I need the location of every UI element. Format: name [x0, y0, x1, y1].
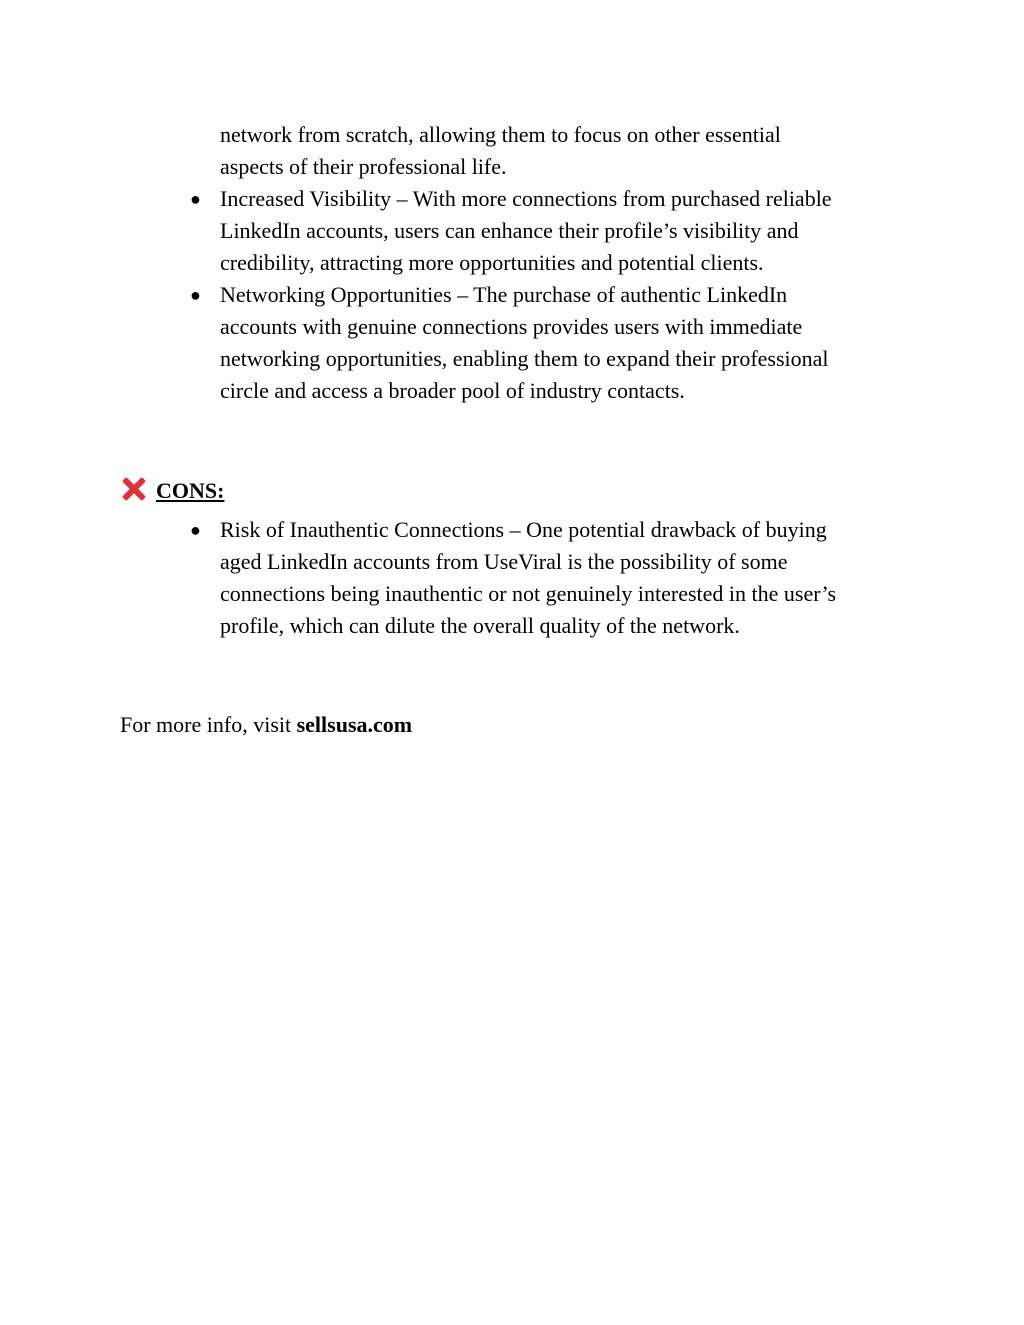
text-line: LinkedIn accounts, users can enhance their profile’s visibility and: [220, 218, 799, 243]
text-line: aspects of their professional life.: [220, 154, 507, 179]
bullet-icon: ●: [190, 520, 201, 540]
footer-prefix: For more info, visit: [120, 712, 297, 737]
bullet-icon: ●: [190, 285, 201, 305]
text-line: credibility, attracting more opportunities and potential clients.: [220, 250, 764, 275]
list-item-text: [220, 183, 832, 279]
footer-site-link[interactable]: sellsusa.com: [296, 712, 413, 737]
footer-note: [120, 709, 412, 741]
text-line: Risk of Inauthentic Connections – One potential drawback of buying: [220, 517, 827, 542]
text-line: aged LinkedIn accounts from UseViral is the possibility of some: [220, 549, 788, 574]
text-line: circle and access a broader pool of industry contacts.: [220, 378, 685, 403]
text-line: accounts with genuine connections provides users with immediate: [220, 314, 803, 339]
cons-label: CONS:: [156, 478, 225, 503]
list-item-text: [220, 279, 829, 407]
cons-heading: [120, 475, 224, 507]
bullet-icon: ●: [190, 189, 201, 209]
text-line: profile, which can dilute the overall quality of the network.: [220, 613, 740, 638]
cross-mark-icon: [120, 475, 148, 503]
text-line: networking opportunities, enabling them to expand their professional: [220, 346, 829, 371]
text-line: Networking Opportunities – The purchase of authentic LinkedIn: [220, 282, 788, 307]
text-line: network from scratch, allowing them to focus on other essential: [220, 122, 781, 147]
text-line: connections being inauthentic or not genuinely interested in the user’s: [220, 581, 837, 606]
continued-paragraph: [220, 119, 781, 183]
list-item-text: [220, 514, 836, 642]
text-line: Increased Visibility – With more connections from purchased reliable: [220, 186, 832, 211]
